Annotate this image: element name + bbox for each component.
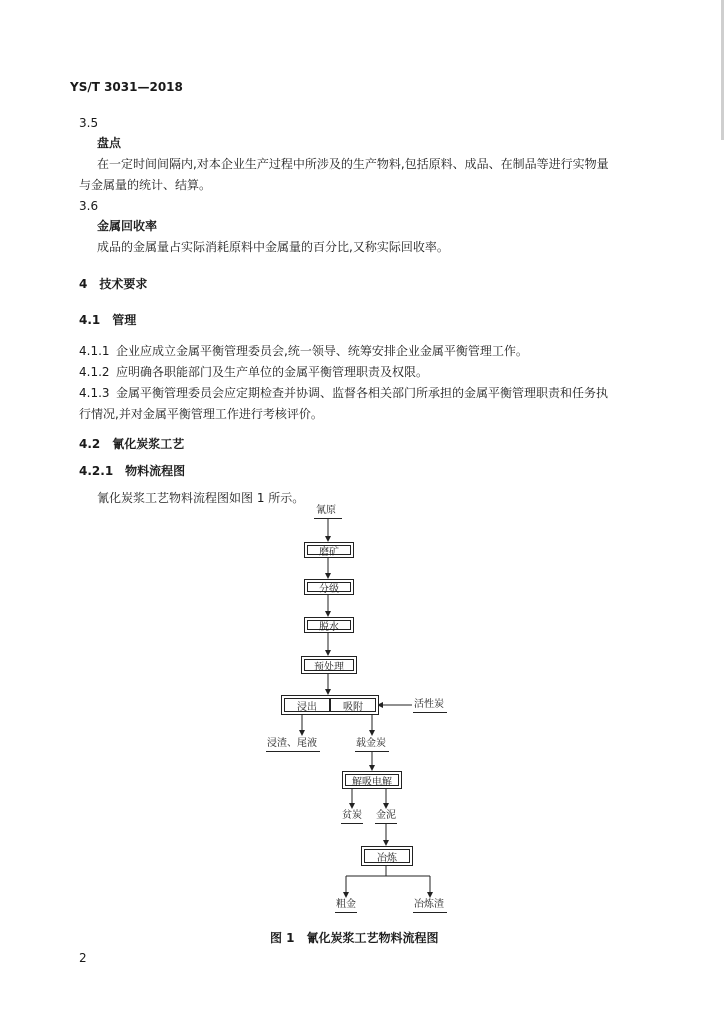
definition-3-6: 成品的金属量占实际消耗原料中金属量的百分比,又称实际回收率。 bbox=[97, 240, 449, 254]
flow-spent-carbon-underline bbox=[341, 823, 363, 824]
clause-text-4-1-2: 应明确各职能部门及生产单位的金属平衡管理职责及权限。 bbox=[116, 365, 429, 379]
flow-crude-gold: 粗金 bbox=[336, 899, 356, 910]
definition-3-5-line1: 在一定时间间隔内,对本企业生产过程中所涉及的生产物料,包括原料、成品、在制品等进行实物量 bbox=[97, 157, 609, 171]
page-number: 2 bbox=[79, 951, 87, 965]
clause-number-4-1-2: 4.1.2 bbox=[79, 365, 110, 379]
flow-loaded-carbon-underline bbox=[355, 751, 389, 752]
flow-leach-residue: 浸渣、尾液 bbox=[267, 738, 317, 749]
figure-caption: 图 1 氰化炭浆工艺物料流程图 bbox=[270, 931, 439, 945]
flow-box-desorption bbox=[342, 771, 402, 789]
clause-text-4-1-3-line2: 行情况,并对金属平衡管理工作进行考核评价。 bbox=[79, 407, 323, 421]
section-heading-4-2-1: 4.2.1 物料流程图 bbox=[79, 464, 186, 478]
flow-box-leach-adsorb bbox=[281, 695, 379, 715]
section-heading-4: 4 技术要求 bbox=[79, 277, 148, 291]
flow-raw-material: 氰原 bbox=[316, 505, 336, 516]
flow-activated-carbon-underline bbox=[413, 712, 447, 713]
flow-loaded-carbon: 载金炭 bbox=[356, 738, 386, 749]
flow-box-grinding bbox=[304, 542, 354, 558]
flow-raw-material-underline bbox=[314, 518, 342, 519]
flow-box-smelting-label: 冶炼 bbox=[364, 849, 410, 863]
flow-spent-carbon: 贫炭 bbox=[342, 810, 362, 821]
flow-box-pretreatment bbox=[301, 656, 357, 674]
figure-intro-text: 氰化炭浆工艺物料流程图如图 1 所示。 bbox=[97, 491, 305, 505]
flow-gold-mud: 金泥 bbox=[376, 810, 396, 821]
flow-leach-residue-underline bbox=[266, 751, 320, 752]
flow-smelting-slag-underline bbox=[413, 912, 447, 913]
flow-box-leaching-label: 浸出 bbox=[284, 698, 330, 712]
flow-box-desorption-label: 解吸电解 bbox=[345, 774, 399, 786]
flow-box-grinding-label: 磨矿 bbox=[307, 545, 351, 555]
clause-number-3-6: 3.6 bbox=[79, 199, 99, 213]
flow-smelting-slag: 冶炼渣 bbox=[414, 899, 444, 910]
clause-text-4-1-1: 企业应成立金属平衡管理委员会,统一领导、统筹安排企业金属平衡管理工作。 bbox=[116, 344, 528, 358]
term-title-3-5: 盘点 bbox=[97, 136, 122, 150]
section-heading-4-2: 4.2 氰化炭浆工艺 bbox=[79, 437, 185, 451]
section-heading-4-1: 4.1 管理 bbox=[79, 313, 137, 327]
clause-number-4-1-3: 4.1.3 bbox=[79, 386, 110, 400]
clause-text-4-1-3-line1: 金属平衡管理委员会应定期检查并协调、监督各相关部门所承担的金属平衡管理职责和任务执 bbox=[116, 386, 609, 400]
flow-box-dewatering bbox=[304, 617, 354, 633]
flow-gold-mud-underline bbox=[375, 823, 397, 824]
flow-crude-gold-underline bbox=[335, 912, 357, 913]
flow-box-classifying-label: 分级 bbox=[307, 582, 351, 592]
clause-number-3-5: 3.5 bbox=[79, 116, 99, 130]
clause-number-4-1-1: 4.1.1 bbox=[79, 344, 110, 358]
flow-box-pretreatment-label: 预处理 bbox=[304, 659, 354, 671]
flow-box-adsorption-label: 吸附 bbox=[330, 698, 376, 712]
flow-box-dewatering-label: 脱水 bbox=[307, 620, 351, 630]
standard-number: YS/T 3031—2018 bbox=[70, 80, 183, 94]
flow-activated-carbon: 活性炭 bbox=[414, 699, 444, 710]
term-title-3-6: 金属回收率 bbox=[97, 219, 158, 233]
definition-3-5-line2: 与金属量的统计、结算。 bbox=[79, 178, 212, 192]
flow-box-smelting bbox=[361, 846, 413, 866]
flow-box-classifying bbox=[304, 579, 354, 595]
